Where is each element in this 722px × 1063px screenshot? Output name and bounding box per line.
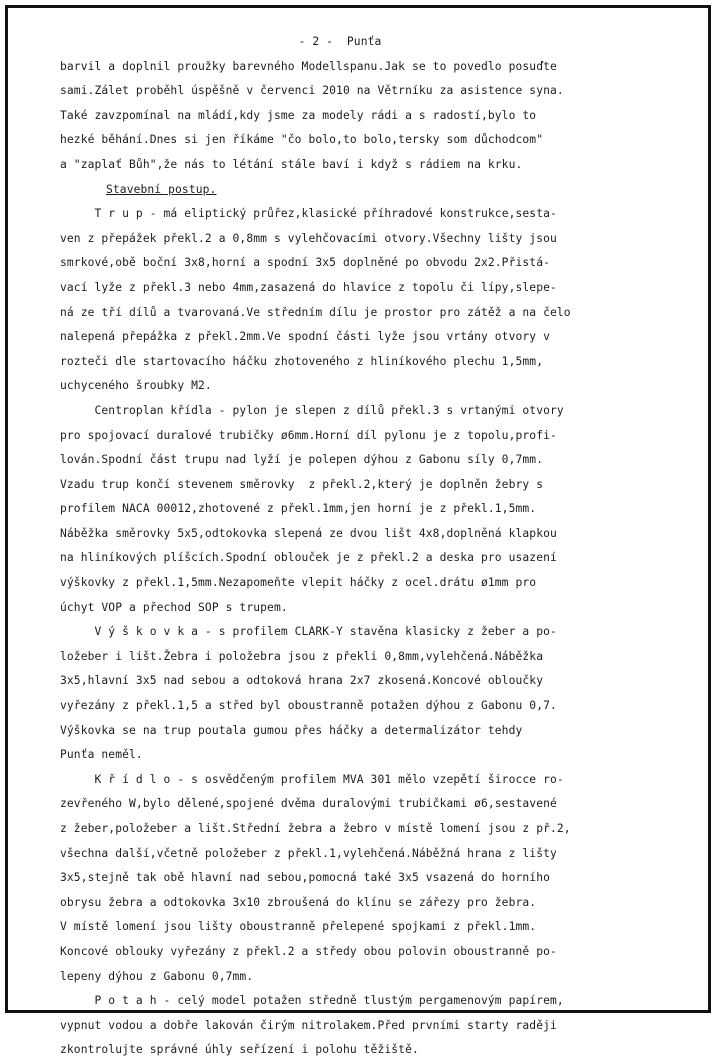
paragraph-line: pro spojovací duralové trubičky ø6mm.Horní díl pylonu je z topolu,profi- [60,428,557,442]
paragraph-line: vací lyže z překl.3 nebo 4mm,zasazená do hlavice z topolu či lípy,slepe- [60,280,557,294]
paragraph-line: Výškovka se na trup poutala gumou přes háčky a determalizátor tehdy [60,723,523,737]
intro-line: Také zavzpomínal na mládí,kdy jsme za modely rádi a s radostí,bylo to [60,108,537,122]
paragraph-line: Vzadu trup končí stevenem směrovky z překl.2,který je doplněn žebry s [60,477,544,491]
paragraph-lead: P o t a h [60,994,157,1008]
paragraph-line: Punťa neměl. [60,748,143,762]
paragraph-line: úchyt VOP a přechod SOP s trupem. [60,600,288,614]
paragraph-lead: V ý š k o v k a [60,625,199,639]
paragraph-line: uchyceného šroubky M2. [60,379,212,393]
paragraph-line: lován.Spodní část trupu nad lyží je polepen dýhou z Gabonu síly 0,7mm. [60,453,544,467]
paragraph-line: ložeber i lišt.Žebra i položebra jsou z překli 0,8mm,vylehčená.Náběžka [60,649,544,663]
paragraph [60,202,700,399]
paragraph [60,768,700,989]
intro-line: hezké běhání.Dnes si jen říkáme "čo bolo,to bolo,tersky som důchodcom" [60,133,544,147]
paragraph-lead: K ř í d l o [60,772,171,786]
paragraph-line: ná ze tří dílů a tvarovaná.Ve středním dílu je prostor pro zátěž a na čelo [60,305,571,319]
paragraph-line [60,620,700,645]
paragraph-line: Koncové oblouky vyřezány z překl.2 a středy obou polovin oboustranně po- [60,944,557,958]
paragraph-line: nalepená přepážka z překl.2mm.Ve spodní části lyže jsou vrtány otvory v [60,330,550,344]
page-frame [5,5,711,1057]
paragraph-line: vypnut vodou a dobře lakován čirým nitrolakem.Před prvními starty raději [60,1018,557,1032]
paragraph-line-text: - s osvědčeným profilem MVA 301 mělo vzepětí širocce ro- [170,772,564,786]
body-paragraphs [60,202,700,1063]
paragraph-line: V místě lomení jsou lišty oboustranně přelepené spojkami z překl.1mm. [60,920,537,934]
paragraph-line: Náběžka směrovky 5x5,odtokovka slepená ze dvou lišt 4x8,doplněná klapkou [60,526,557,540]
document-page [60,30,700,1063]
paragraph-line-text: - celý model potažen středně tlustým pergamenovým papírem, [156,994,564,1008]
paragraph-line: rozteči dle startovacího háčku zhotoveného z hliníkového plechu 1,5mm, [60,354,544,368]
paragraph-line: zevřeného W,bylo dělené,spojené dvěma duralovými trubičkami ø6,sestavené [60,797,557,811]
section-title: Stavební postup. [106,182,217,196]
paragraph-line: z žeber,položeber a lišt.Střední žebra a žebro v místě lomení jsou z př.2, [60,822,571,835]
paragraph-line: na hliníkových plíšcích.Spodní oblouček je z překl.2 a deska pro usazení [60,551,557,565]
intro-line: barvil a doplnil proužky barevného Modellspanu.Jak se to povedlo posuďte [60,59,557,73]
paragraph-line: výškovky z překl.1,5mm.Nezapomeňte vlepit háčky z ocel.drátu ø1mm pro [60,576,537,590]
paragraph-line: profilem NACA 00012,zhotovené z překl.1mm,jen horní je z překl.1,5mm. [60,502,537,516]
paragraph-lead: T r u p [60,207,143,221]
paragraph-line: 3x5,stejně tak obě hlavní nad sebou,pomocná také 3x5 vsazená do horního [60,871,550,885]
paragraph-line: všechna další,včetně položeber z překl.1,vylehčená.Náběžná hrana z lišty [60,846,557,860]
paragraph-line: ven z přepážek překl.2 a 0,8mm s vylehčovacími otvory.Všechny lišty jsou [60,231,557,245]
paragraph-line: vyřezány z překl.1,5 a střed byl oboustranně potažen dýhou z Gabonu 0,7. [60,699,557,713]
paragraph-line [60,989,700,1014]
paragraph-line: smrkové,obě boční 3x8,horní a spodní 3x5 doplněné po obvodu 2x2.Přistá- [60,256,550,270]
paragraph-line: zkontrolujte správné úhly seřízení i polohu těžiště. [60,1043,419,1057]
paragraph [60,399,700,620]
paragraph-line: lepeny dýhou z Gabonu 0,7mm. [60,969,254,983]
paragraph-line-text: - s profilem CLARK-Y stavěna klasicky z žeber a po- [198,625,557,639]
paragraph [60,620,700,768]
paragraph-line: 3x5,hlavní 3x5 nad sebou a odtoková hrana 2x7 zkosená.Koncové obloučky [60,674,544,688]
intro-paragraph [60,55,700,178]
paragraph-line: Centroplan křídla - pylon je slepen z dílů překl.3 s vrtanými otvory [60,403,564,417]
intro-line: a "zaplať Bůh",že nás to létání stále baví i když s rádiem na krku. [60,157,523,171]
intro-line: sami.Zálet proběhl úspěšně v červenci 2010 na Větrníku za asistence syna. [60,84,564,98]
page-header: - 2 - Punťa [298,35,382,48]
paragraph-line [60,202,700,227]
paragraph-line [60,768,700,793]
paragraph-line: obrysu žebra a odtokovka 3x10 zbroušená do klínu se zářezy pro žebra. [60,895,537,909]
paragraph-line-text: - má eliptický průřez,klasické příhradové konstrukce,sesta- [142,207,557,221]
paragraph [60,989,700,1063]
